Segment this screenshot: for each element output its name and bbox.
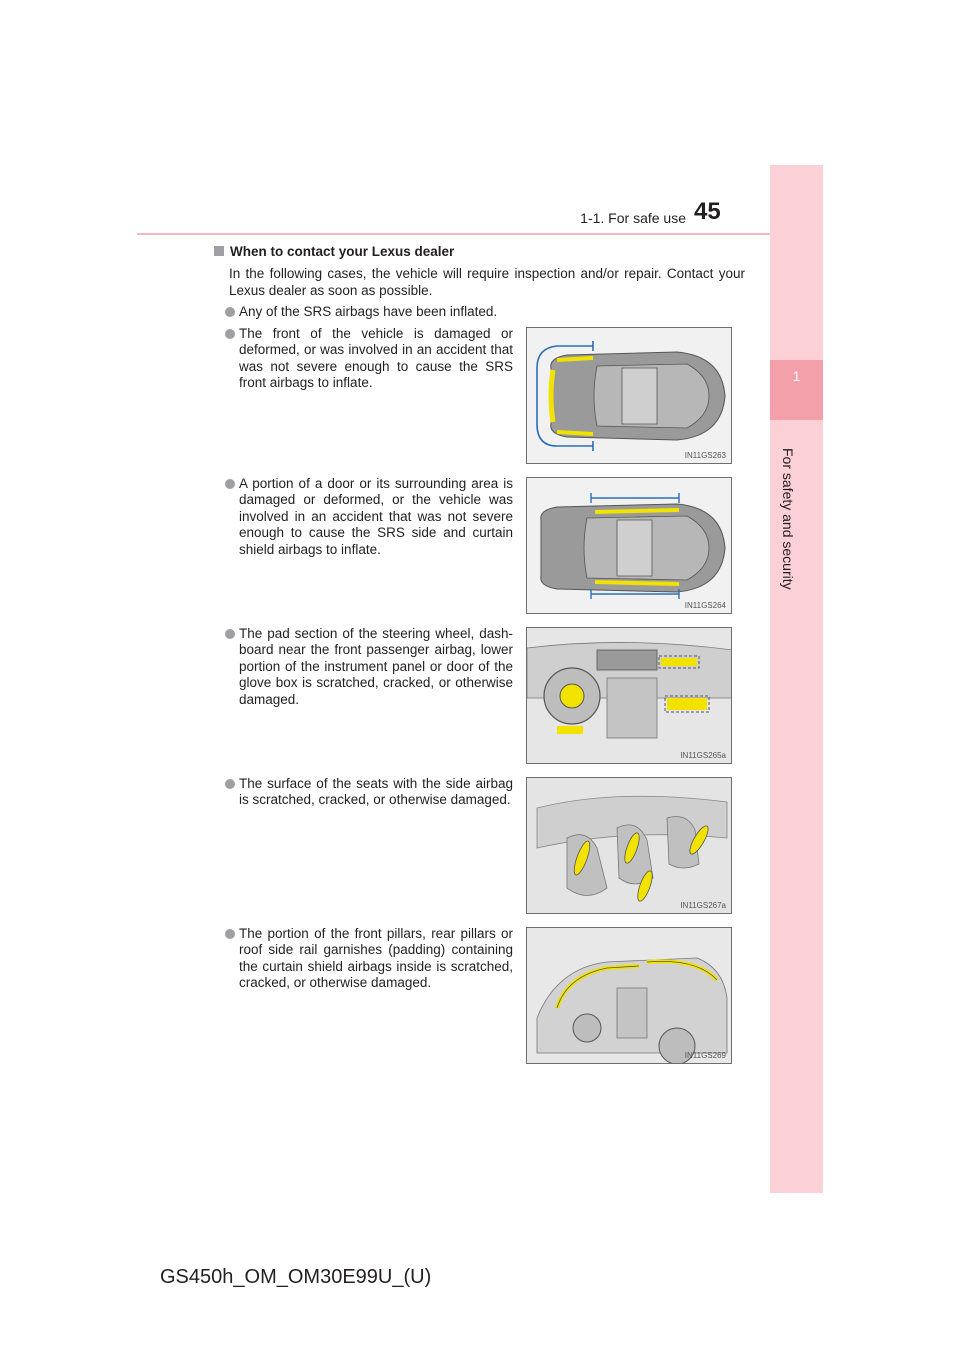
page-number: 45: [694, 198, 721, 225]
square-bullet-icon: [214, 246, 224, 256]
figure-code: IN11GS265a: [680, 751, 726, 760]
list-item-text: The portion of the front pillars, rear pillars or roof side rail garnishes (padding) containing the curtain shield airbags inside is scratched, cracked, or otherwise damaged.: [239, 926, 513, 991]
list-item: [239, 304, 749, 320]
pillar-airbag-figure: [526, 927, 732, 1064]
list-item-text: The front of the vehicle is damaged or deformed, or was involved in an accident that was not severe enough to cause the SRS front airbags to inflate.: [239, 326, 513, 391]
figure-code: IN11GS269: [684, 1051, 726, 1060]
chapter-side-tab: [770, 165, 823, 1193]
chapter-number: 1: [792, 368, 801, 384]
front-airbag-figure: [526, 327, 732, 464]
bullet-dot-icon: [225, 929, 235, 939]
chapter-title: For safety and security: [780, 448, 796, 590]
figure-code: IN11GS264: [684, 601, 726, 610]
figure-code: IN11GS267a: [680, 901, 726, 910]
list-item-text: The surface of the seats with the side airbag is scratched, cracked, or otherwise damaged.: [239, 776, 513, 808]
list-item: [239, 626, 513, 708]
list-item-text: Any of the SRS airbags have been inflated.: [239, 304, 498, 319]
bullet-dot-icon: [225, 629, 235, 639]
section-heading: [214, 244, 454, 259]
list-item: [239, 926, 513, 992]
list-item: [239, 326, 513, 392]
bullet-dot-icon: [225, 329, 235, 339]
bullet-dot-icon: [225, 779, 235, 789]
intro-paragraph: In the following cases, the vehicle will require inspection and/or repair. Contact your Lexus dealer as soon as possible.: [229, 266, 745, 298]
header-rule: [137, 233, 823, 235]
seat-airbag-figure: [526, 777, 732, 914]
section-title: 1-1. For safe use: [580, 210, 686, 226]
figure-code: IN11GS263: [684, 451, 726, 460]
dashboard-airbag-figure: [526, 627, 732, 764]
bullet-dot-icon: [225, 307, 235, 317]
list-item-text: The pad section of the steering wheel, dash-board near the front passenger airbag, lower portion of the instrument panel or door of the glove box is scratched, cracked, or otherwise damaged.: [239, 626, 513, 707]
list-item: [239, 776, 513, 809]
section-heading-text: When to contact your Lexus dealer: [230, 244, 455, 259]
list-item-text: A portion of a door or its surrounding area is damaged or deformed, or the vehicle was involved in an accident that was not severe enough to cause the SRS side and curtain shield airbags to inflate.: [239, 476, 513, 557]
list-item: [239, 476, 513, 558]
side-airbag-figure: [526, 477, 732, 614]
document-code: GS450h_OM_OM30E99U_(U): [160, 1266, 432, 1288]
bullet-dot-icon: [225, 479, 235, 489]
